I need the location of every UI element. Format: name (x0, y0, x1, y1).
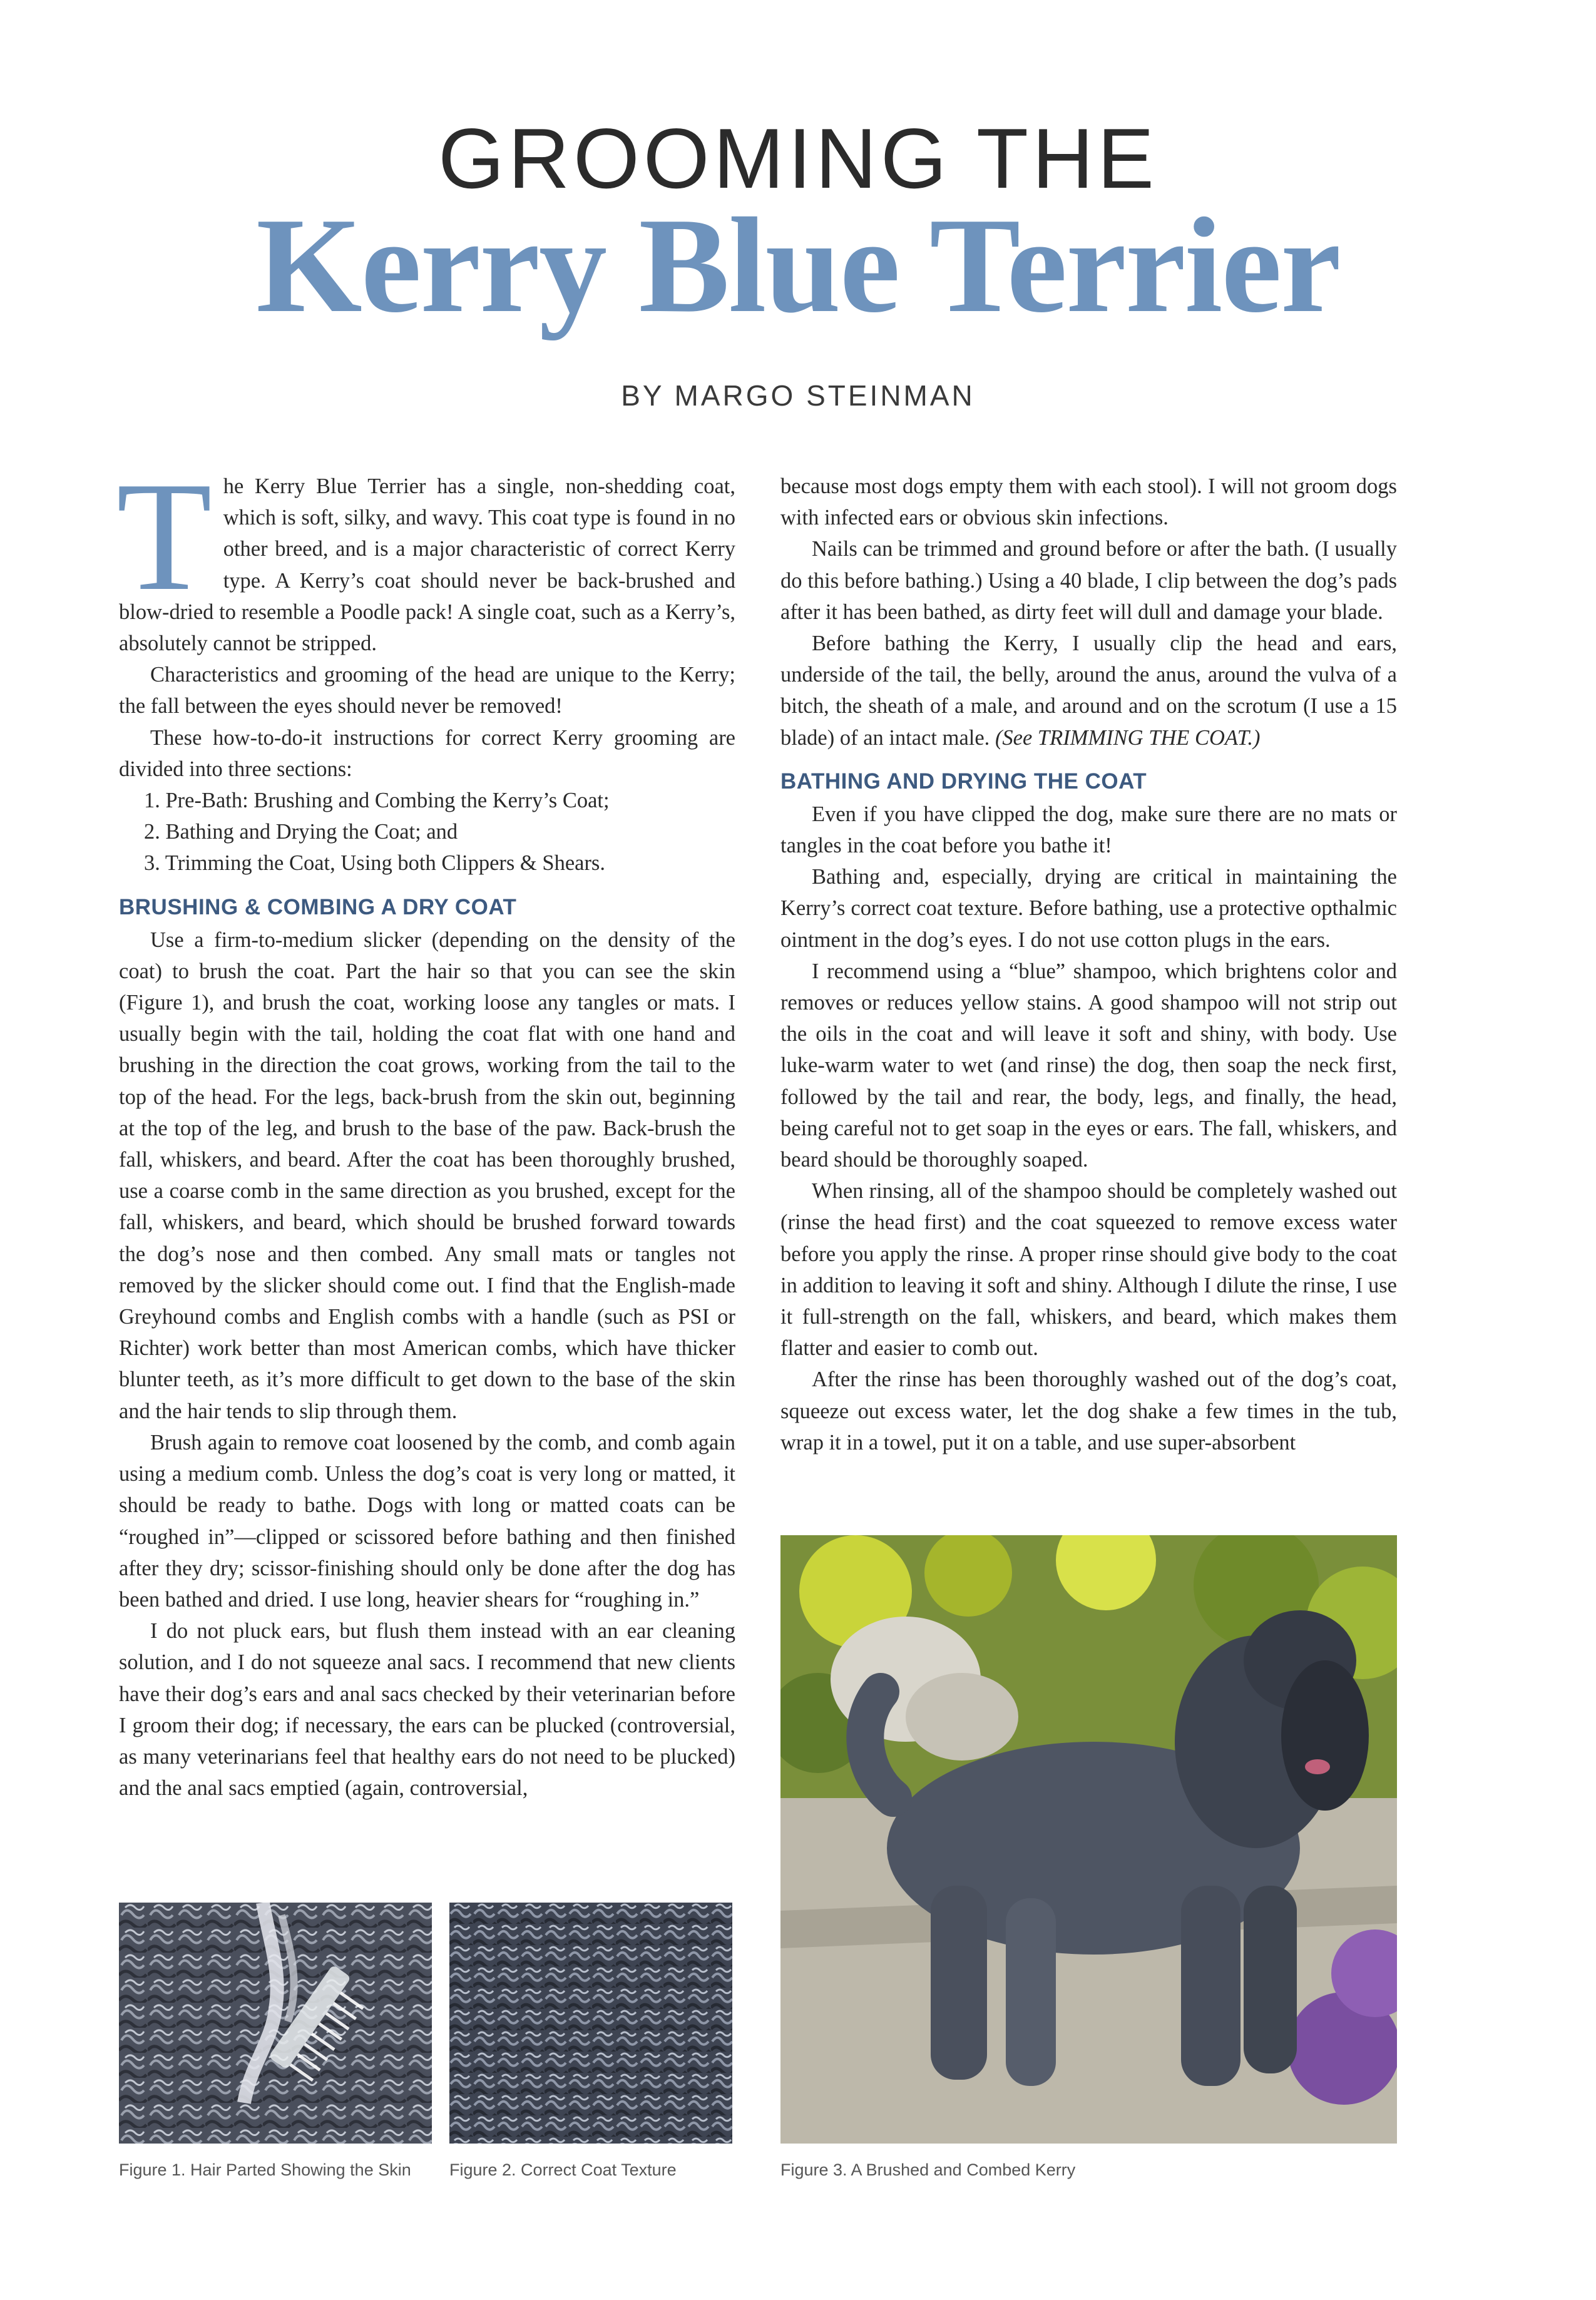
paragraph: Use a firm-to-medium slicker (depending on the density of the coat) to brush the coat. Part the hair so that you can see the skin (Figure 1), and brush the coat, working loose any tangles or mats. I usually begin with the tail, holding the coat flat with one hand and brushing in the direction the coat grows, working from the tail to the top of the head. For the legs, back-brush from the skin out, beginning at the top of the leg, and brush to the base of the paw. Back-brush the fall, whiskers, and beard. After the coat has been thoroughly brushed, use a coarse comb in the same direction as you brushed, except for the fall, whiskers, and beard, which should be brushed forward towards the dog’s nose and then combed. Any small mats or tangles not removed by the slicker should come out. I find that the English-made Greyhound combs and English combs with a handle (such as PSI or Richter) work better than most American combs, which have thicker blunter teeth, as it’s more difficult to get down to the base of the skin and the hair tends to slip through them. (119, 928, 735, 1423)
paragraph: After the rinse has been thoroughly washed out of the dog’s coat, squeeze out excess water, let the dog shake a few times in the tub, wrap it in a towel, put it on a table, and use super-absorbent (780, 1367, 1397, 1454)
paragraph: Bathing and, especially, drying are critical in maintaining the Kerry’s correct coat texture. Before bathing, use a protective opthalmic ointment in the dog’s eyes. I do not use cotton plugs in the ears. (780, 865, 1397, 952)
kerry-dog-image (780, 1535, 1397, 2144)
paragraph: When rinsing, all of the shampoo should be completely washed out (rinse the head first) and the coat squeezed to remove excess water before you apply the rinse. A proper rinse should give body to the coat in addition to leaving it soft and shiny. Although I dilute the rinse, I use it full-strength on the fall, whiskers, and beard, which makes them flatter and easier to comb out. (780, 1179, 1397, 1361)
left-column (116, 450, 735, 1804)
article-title: Kerry Blue Terrier (256, 190, 1340, 341)
figure-2-photo (449, 1903, 732, 2144)
paragraph: Brush again to remove coat loosened by the comb, and comb again using a medium comb. Unless the dog’s coat is very long or matted, it should be ready to bathe. Dogs with long or matted coats can be “roughed in”—clipped or scissored before bathing and then finished after they dry; scissor-finishing should only be done after the dog has been bathed and dried. I use long, heavier shears for “roughing in.” (119, 1430, 735, 1612)
coat-parted-image (119, 1903, 432, 2144)
cross-reference-note: (See TRIMMING THE COAT.) (995, 725, 1261, 750)
figure-1-caption: Figure 1. Hair Parted Showing the Skin (119, 2160, 411, 2179)
title-kicker: GROOMING THE (438, 111, 1158, 206)
figure-2-caption: Figure 2. Correct Coat Texture (449, 2160, 677, 2179)
figure-1-photo (119, 1903, 432, 2144)
coat-texture-image (449, 1903, 732, 2144)
paragraph: Nails can be trimmed and ground before or after the bath. (I usually do this before bathing.) Using a 40 blade, I clip between the dog’s pads after it has been bathed, as dirty feet will dull and damage your blade. (780, 537, 1397, 624)
drop-cap: T (116, 450, 212, 623)
byline: BY MARGO STEINMAN (621, 379, 975, 412)
right-column (780, 471, 1397, 1458)
paragraph: Characteristics and grooming of the head are unique to the Kerry; the fall between the eyes should never be removed! (119, 663, 735, 718)
figure-3-photo (780, 1535, 1397, 2144)
paragraph-text: Before bathing the Kerry, I usually clip the head and ears, underside of the tail, the belly, around the anus, around the vulva of a bitch, the sheath of a male, and around and on the scrotum (I use a 15 blade) of an intact male. (780, 631, 1397, 750)
list-item: 1. Pre-Bath: Brushing and Combing the Kerry’s Coat; (144, 789, 610, 813)
section-heading-brushing: BRUSHING & COMBING A DRY COAT (119, 894, 517, 919)
section-list (119, 785, 735, 879)
paragraph: These how-to-do-it instructions for correct Kerry grooming are divided into three sections: (119, 725, 735, 781)
list-item: 3. Trimming the Coat, Using both Clippers & Shears. (144, 851, 605, 876)
paragraph: Even if you have clipped the dog, make sure there are no mats or tangles in the coat before you bathe it! (780, 802, 1397, 858)
figure-3-caption: Figure 3. A Brushed and Combed Kerry (780, 2160, 1076, 2179)
paragraph (780, 628, 1397, 754)
paragraph: I recommend using a “blue” shampoo, which brightens color and removes or reduces yellow stains. A good shampoo will not strip out the oils in the coat and will leave it soft and shiny, with body. Use luke-warm water to wet (and rinse) the dog, then soap the neck first, followed by the tail and rear, the body, legs, and finally, the head, being careful not to get soap in the eyes or ears. The fall, whiskers, and beard should be thoroughly soaped. (780, 959, 1397, 1172)
paragraph: because most dogs empty them with each stool). I will not groom dogs with infected ears or obvious skin infections. (780, 474, 1397, 530)
list-item: 2. Bathing and Drying the Coat; and (144, 820, 458, 844)
intro-paragraph (116, 450, 735, 659)
section-heading-bathing: BATHING AND DRYING THE COAT (780, 769, 1147, 794)
paragraph: I do not pluck ears, but flush them instead with an ear cleaning solution, and I do not squeeze anal sacs. I recommend that new clients have their dog’s ears and anal sacs checked by their veterinarian before I groom their dog; if necessary, the ears can be plucked (controversial, as many veterinarians feel that healthy ears do not need to be plucked) and the anal sacs emptied (again, controversial, (119, 1619, 735, 1801)
intro-text: he Kerry Blue Terrier has a single, non-shedding coat, which is soft, silky, and wavy. This coat type is found in no other breed, and is a major characteristic of correct Kerry type. A Kerry’s coat should never be back-brushed and blow-dried to resemble a Poodle pack! A single coat, such as a Kerry’s, absolutely cannot be stripped. (119, 474, 735, 656)
